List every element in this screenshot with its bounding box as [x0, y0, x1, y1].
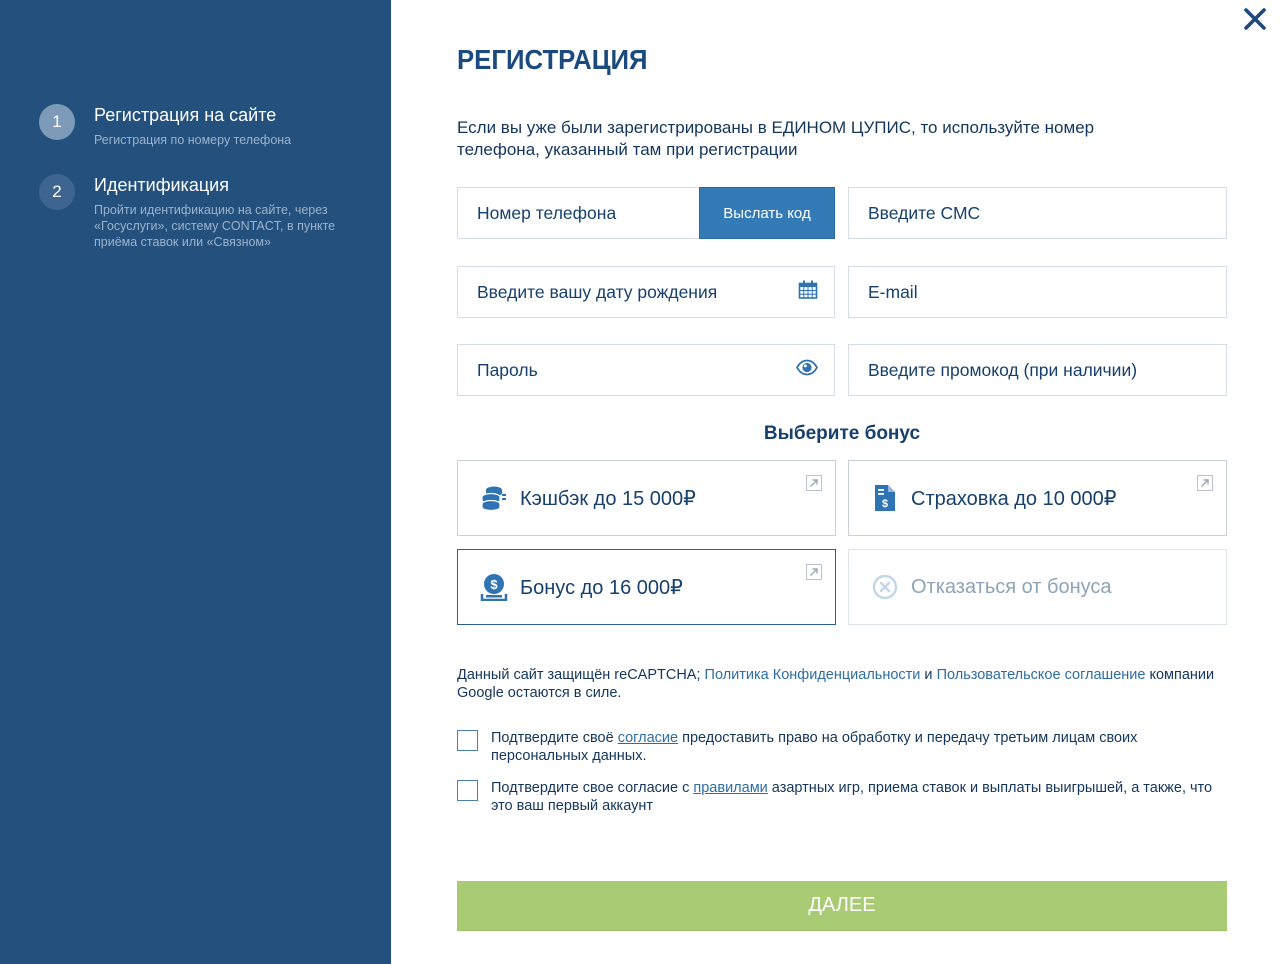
bonus-label: Бонус до 16 000₽ [520, 576, 683, 599]
consent-text-part: Подтвердите свое согласие с [491, 780, 694, 796]
svg-text:$: $ [881, 498, 889, 510]
step-registration [39, 104, 344, 148]
page-title: РЕГИСТРАЦИЯ [457, 44, 648, 75]
email-input[interactable]: E-mail [868, 281, 918, 302]
intro-text: Если вы уже были зарегистрированы в ЕДИНОМ ЦУПИС, то используйте номер телефона, указанный там при регистрации [457, 118, 1095, 159]
next-button[interactable]: ДАЛЕЕ [457, 881, 1227, 931]
bonus-label: Страховка до 10 000₽ [911, 487, 1117, 510]
consent-text [491, 729, 1227, 765]
insurance-document-icon [869, 482, 901, 514]
close-button[interactable] [1242, 6, 1268, 32]
password-field[interactable] [457, 344, 835, 396]
calendar-icon[interactable] [798, 280, 818, 305]
step-identification [39, 174, 344, 250]
coins-icon [478, 482, 510, 514]
recaptcha-notice [457, 666, 1227, 702]
rules-link[interactable]: правилами [693, 780, 768, 796]
svg-text:$: $ [490, 577, 498, 592]
consent-text-part: Подтвердите своё [491, 730, 618, 746]
step-description: Пройти идентификацию на сайте, через «Госуслуги», систему CONTACT, в пункте приёма ставок или «Связном» [94, 203, 336, 249]
email-field[interactable] [848, 266, 1227, 318]
external-link-icon[interactable] [1197, 474, 1213, 490]
recaptcha-text: и [920, 667, 937, 683]
sms-field[interactable] [848, 187, 1227, 239]
bonus-option-decline[interactable] [848, 549, 1227, 625]
birthdate-input[interactable]: Введите вашу дату рождения [477, 281, 718, 302]
money-bag-icon [478, 571, 510, 603]
recaptcha-text: компании Google остаются в силе. [457, 667, 1215, 701]
close-icon [1242, 6, 1268, 32]
step-title: Регистрация на сайте [94, 105, 277, 125]
bonus-heading: Выберите бонус [763, 423, 921, 444]
consent-gambling-rules [457, 779, 1227, 815]
consent-gambling-rules-checkbox[interactable] [457, 780, 478, 801]
password-input[interactable]: Пароль [477, 359, 538, 380]
step-description: Регистрация по номеру телефона [94, 133, 292, 147]
show-password-eye-icon[interactable] [796, 360, 818, 381]
step-number-badge: 2 [39, 174, 75, 210]
bonus-option-welcome-bonus[interactable] [457, 549, 836, 625]
recaptcha-text: Данный сайт защищён reCAPTCHA; [457, 667, 705, 683]
cancel-circle-icon [869, 571, 901, 603]
consent-personal-data [457, 729, 1227, 765]
sms-input[interactable]: Введите СМС [868, 202, 981, 223]
consent-personal-data-checkbox[interactable] [457, 730, 478, 751]
step-title: Идентификация [94, 175, 229, 195]
privacy-policy-link[interactable]: Политика Конфиденциальности [704, 667, 921, 683]
consent-text [491, 779, 1227, 815]
bonus-option-cashback[interactable] [457, 460, 836, 536]
bonus-label: Отказаться от бонуса [911, 575, 1112, 598]
consent-text-part: азартных игр, приема ставок и выплаты выигрышей, а также, что это ваш первый аккаунт [491, 780, 1213, 814]
bonus-label: Кэшбэк до 15 000₽ [520, 487, 696, 510]
steps-sidebar [0, 0, 391, 964]
terms-of-service-link[interactable]: Пользовательское соглашение [936, 667, 1146, 683]
birthdate-field[interactable] [457, 266, 835, 318]
consent-text-part: предоставить право на обработку и передачу третьим лицам своих персональных данных. [491, 730, 1138, 764]
step-number-badge: 1 [39, 104, 75, 140]
send-code-button[interactable]: Выслать код [699, 187, 835, 239]
consent-agreement-link[interactable]: согласие [617, 730, 679, 746]
external-link-icon[interactable] [806, 474, 822, 490]
bonus-option-insurance[interactable] [848, 460, 1227, 536]
phone-input[interactable]: Номер телефона [477, 202, 617, 223]
promo-code-input[interactable]: Введите промокод (при наличии) [868, 359, 1138, 380]
external-link-icon[interactable] [806, 563, 822, 579]
phone-field[interactable] [457, 187, 835, 239]
promo-code-field[interactable] [848, 344, 1227, 396]
